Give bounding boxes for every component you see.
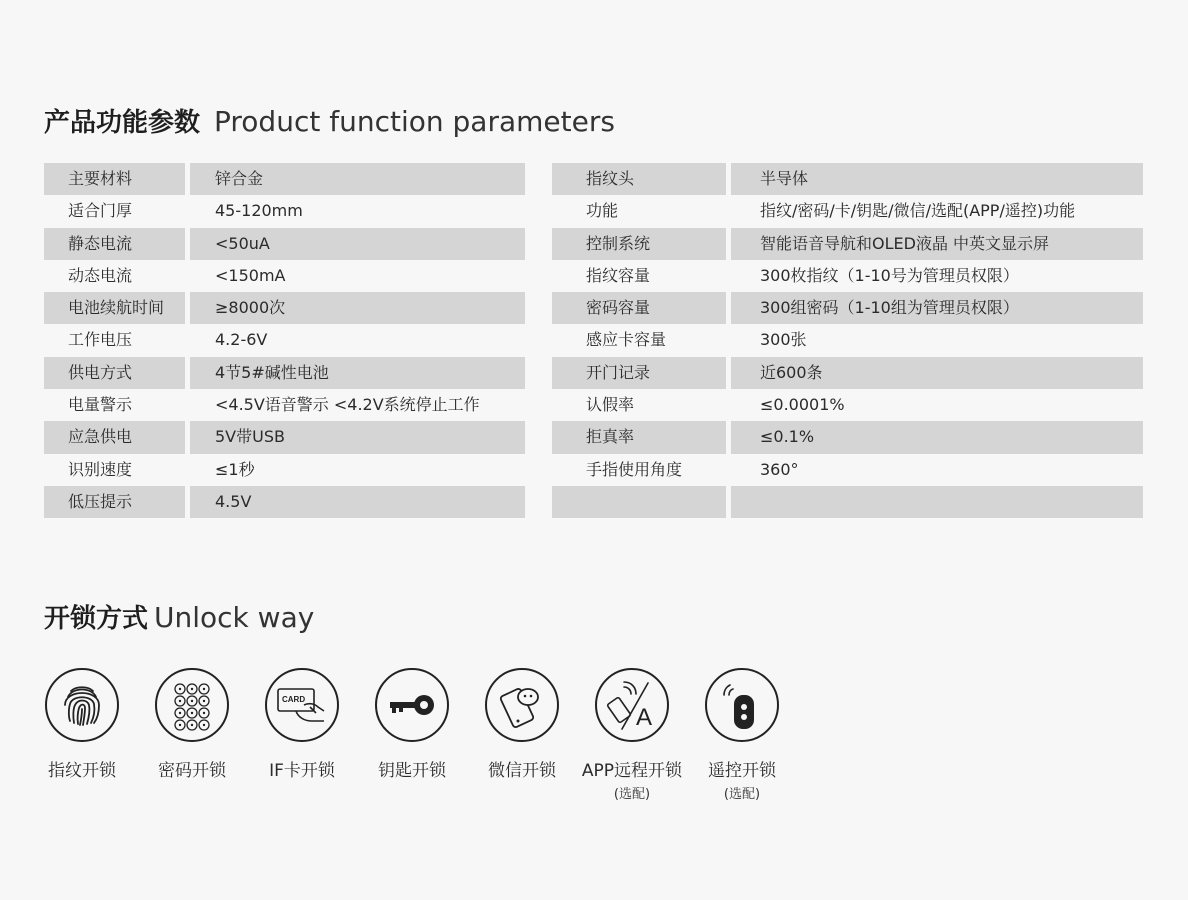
spec-key: 低压提示 — [44, 486, 185, 518]
spec-row — [44, 357, 525, 389]
spec-value — [731, 486, 1143, 518]
unlock-note: (选配) — [723, 787, 761, 802]
unlock-method-key — [372, 668, 482, 802]
spec-row — [44, 228, 525, 260]
unlock-note: (选配) — [613, 787, 651, 802]
spec-value: 4节5#碱性电池 — [190, 357, 525, 389]
spec-value: 半导体 — [731, 163, 1143, 195]
unlock-section-title — [44, 598, 314, 635]
spec-key: 识别速度 — [68, 459, 133, 479]
spec-value: 锌合金 — [190, 163, 525, 195]
spec-key: 静态电流 — [44, 228, 185, 260]
spec-row — [552, 260, 1143, 292]
spec-key: 密码容量 — [552, 292, 726, 324]
spec-value: 4.2-6V — [215, 330, 268, 350]
card-icon-text: CARD — [282, 695, 306, 704]
spec-row — [44, 195, 525, 227]
spec-row — [44, 421, 525, 453]
unlock-label: IF卡开锁 — [269, 761, 335, 781]
specs-title-en: Product function parameters — [214, 105, 615, 138]
spec-value: 指纹/密码/卡/钥匙/微信/选配(APP/遥控)功能 — [760, 201, 1076, 221]
spec-row — [44, 260, 525, 292]
unlock-method-app — [581, 668, 702, 802]
spec-value: 45-120mm — [215, 201, 303, 221]
card-icon — [265, 668, 339, 742]
spec-key: 适合门厚 — [68, 201, 133, 221]
spec-row — [552, 357, 1143, 389]
spec-key: 工作电压 — [68, 330, 133, 350]
unlock-label: 微信开锁 — [488, 761, 556, 781]
spec-value: 近600条 — [731, 357, 1143, 389]
spec-row — [552, 421, 1143, 453]
spec-row — [552, 454, 1143, 486]
spec-row — [44, 486, 525, 518]
spec-key: 开门记录 — [552, 357, 726, 389]
spec-row — [44, 389, 525, 421]
spec-value: 300枚指纹（1-10号为管理员权限） — [760, 265, 1019, 285]
spec-value: 智能语音导航和OLED液晶 中英文显示屏 — [731, 228, 1143, 260]
spec-row — [552, 324, 1143, 356]
spec-row — [44, 454, 525, 486]
spec-value: ≤1秒 — [215, 459, 255, 479]
spec-row — [552, 228, 1143, 260]
specs-title-cn: 产品功能参数 — [44, 108, 201, 138]
spec-key: 手指使用角度 — [586, 459, 683, 479]
spec-row — [44, 324, 525, 356]
spec-key: 认假率 — [586, 395, 635, 415]
spec-value: 360° — [760, 459, 799, 479]
spec-key: 电池续航时间 — [44, 292, 185, 324]
unlock-method-password — [152, 668, 262, 802]
unlock-label: APP远程开锁 — [581, 761, 683, 781]
right-spec-table — [552, 163, 1143, 518]
spec-key: 拒真率 — [552, 421, 726, 453]
spec-row — [44, 163, 525, 195]
spec-key: 电量警示 — [68, 395, 133, 415]
spec-key: 指纹头 — [552, 163, 726, 195]
specs-section-title — [44, 102, 615, 139]
spec-key: 应急供电 — [44, 421, 185, 453]
spec-row — [44, 292, 525, 324]
spec-key — [552, 486, 726, 518]
unlock-method-remote — [702, 668, 812, 802]
unlock-title-cn: 开锁方式 — [44, 604, 149, 634]
spec-key: 动态电流 — [68, 265, 133, 285]
app-icon — [595, 668, 669, 742]
spec-value: ≤0.0001% — [760, 395, 845, 415]
spec-value: ≥8000次 — [190, 292, 525, 324]
unlock-methods-list — [42, 668, 812, 802]
spec-key: 主要材料 — [44, 163, 185, 195]
unlock-method-fingerprint — [42, 668, 152, 802]
remote-icon — [705, 668, 779, 742]
spec-row — [552, 195, 1143, 227]
unlock-method-wechat — [482, 668, 592, 802]
spec-value: 300张 — [760, 330, 807, 350]
spec-row — [552, 163, 1143, 195]
spec-key: 功能 — [586, 201, 619, 221]
wechat-icon — [485, 668, 559, 742]
spec-key: 感应卡容量 — [586, 330, 667, 350]
spec-value: <4.5V语音警示 <4.2V系统停止工作 — [215, 395, 480, 415]
unlock-title-en: Unlock way — [154, 601, 315, 634]
keypad-icon — [155, 668, 229, 742]
spec-value: 5V带USB — [190, 421, 525, 453]
spec-row — [552, 486, 1143, 518]
unlock-label: 密码开锁 — [158, 761, 226, 781]
spec-value: 4.5V — [190, 486, 525, 518]
spec-value: ≤0.1% — [731, 421, 1143, 453]
key-icon — [375, 668, 449, 742]
spec-key: 供电方式 — [44, 357, 185, 389]
spec-value: <150mA — [215, 265, 286, 285]
spec-key: 控制系统 — [552, 228, 726, 260]
unlock-label: 指纹开锁 — [48, 761, 116, 781]
app-icon-text: A — [636, 704, 653, 731]
spec-row — [552, 389, 1143, 421]
fingerprint-icon — [45, 668, 119, 742]
unlock-method-card — [262, 668, 372, 802]
left-spec-table — [44, 163, 525, 518]
unlock-label: 遥控开锁 — [708, 761, 776, 781]
spec-row — [552, 292, 1143, 324]
unlock-label: 钥匙开锁 — [378, 761, 446, 781]
spec-value: 300组密码（1-10组为管理员权限） — [731, 292, 1143, 324]
spec-key: 指纹容量 — [586, 265, 651, 285]
spec-value: <50uA — [190, 228, 525, 260]
